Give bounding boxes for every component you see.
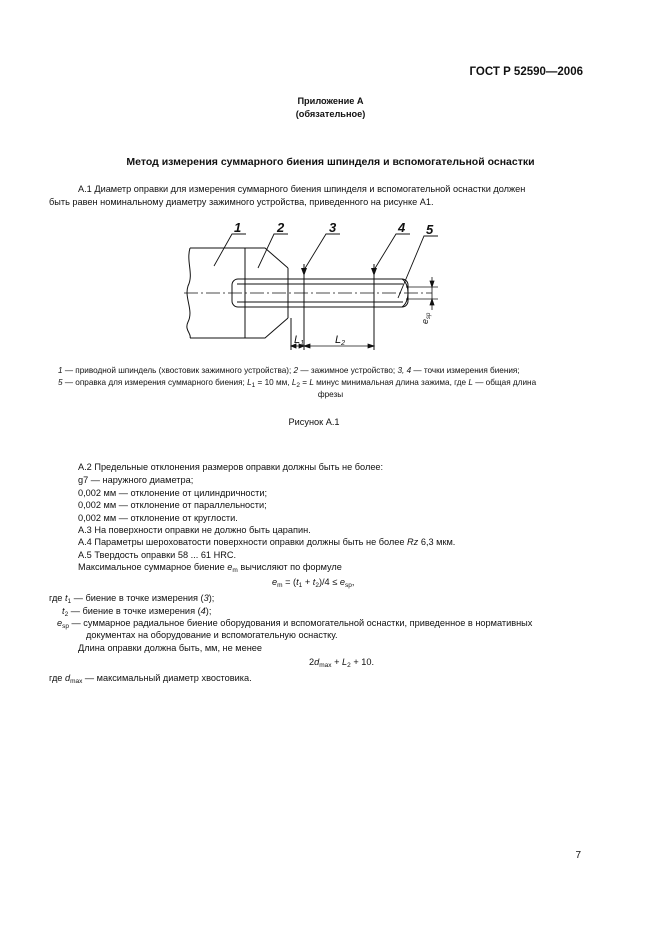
para-a2-item: 0,002 мм — отклонение от цилиндричности; <box>78 488 268 498</box>
runout-where-t2: $t_2$ — биение в точке измерения (4); <box>62 606 212 618</box>
clamping-cone <box>245 248 288 268</box>
callout-3: 3 <box>329 220 337 235</box>
para-a2-item: g7 — наружного диаметра; <box>78 475 194 485</box>
figure-legend-line1: 1 — приводной шпиндель (хвостовик зажимного устройства); 2 — зажимное устройство; 3, 4 — точки измерения биения; <box>58 366 520 375</box>
figure-a1-drawing <box>170 212 460 362</box>
page-number: 7 <box>575 850 581 861</box>
runout-formula: $e_m = (t_1 + t_2)/4 \le e_{sp}$, <box>272 577 355 589</box>
dim-esp: $e_{sp}$ <box>420 312 432 324</box>
document-code: ГОСТ Р 52590—2006 <box>469 66 583 78</box>
callout-4: 4 <box>398 220 406 235</box>
para-a2-intro: А.2 Предельные отклонения размеров оправки должны быть не более: <box>78 462 384 472</box>
para-a1-line1: А.1 Диаметр оправки для измерения суммарного биения шпинделя и вспомогательной оснастки должен <box>78 184 526 194</box>
length-formula: $2d_{max} + L_2 + 10$. <box>309 657 375 669</box>
figure-legend-line3: фрезы <box>317 390 344 399</box>
para-a1-line2: быть равен номинальному диаметру зажимного устройства, приведенного на рисунке А1. <box>49 197 434 207</box>
callout-5: 5 <box>426 222 434 237</box>
para-a4: А.4 Параметры шероховатости поверхности оправки должны быть не более Rz 6,3 мкм. <box>78 537 456 547</box>
runout-where-t1: где $t_1$ — биение в точке измерения (3); <box>49 593 215 605</box>
figure-caption: Рисунок А.1 <box>288 417 340 427</box>
callout-2: 2 <box>277 220 285 235</box>
callout-1: 1 <box>234 220 242 235</box>
appendix-title: Приложение А <box>297 96 364 106</box>
para-a2-item: 0,002 мм — отклонение от параллельности; <box>78 500 267 510</box>
dim-l2: L2 <box>335 334 346 347</box>
section-title: Метод измерения суммарного биения шпинделя и вспомогательной оснастки <box>126 156 535 168</box>
figure-legend-line2: 5 — оправка для измерения суммарного биения; $L_1 = 10$ мм, $L_2 = L$ минус минимальная длина зажима, где L — общая длина <box>58 378 537 389</box>
para-a5: А.5 Твердость оправки 58 ... 61 HRC. <box>78 550 237 560</box>
appendix-status: (обязательное) <box>295 109 366 119</box>
runout-where-esp-cont: документах на оборудование и вспомогательную оснастку. <box>86 630 338 640</box>
runout-intro: Максимальное суммарное биение $e_m$ вычисляют по формуле <box>78 562 342 574</box>
dim-l1: L1 <box>294 334 305 347</box>
runout-where-esp: $e_{sp}$ — суммарное радиальное биение оборудования и вспомогательной оснастки, приведенное в нормативных <box>57 618 533 630</box>
para-a2-item: 0,002 мм — отклонение от круглости. <box>78 513 238 523</box>
length-where: где $d_{max}$ — максимальный диаметр хвостовика. <box>49 673 252 685</box>
para-a3: А.3 На поверхности оправки не должно быть царапин. <box>78 525 311 535</box>
length-intro: Длина оправки должна быть, мм, не менее <box>78 643 263 653</box>
